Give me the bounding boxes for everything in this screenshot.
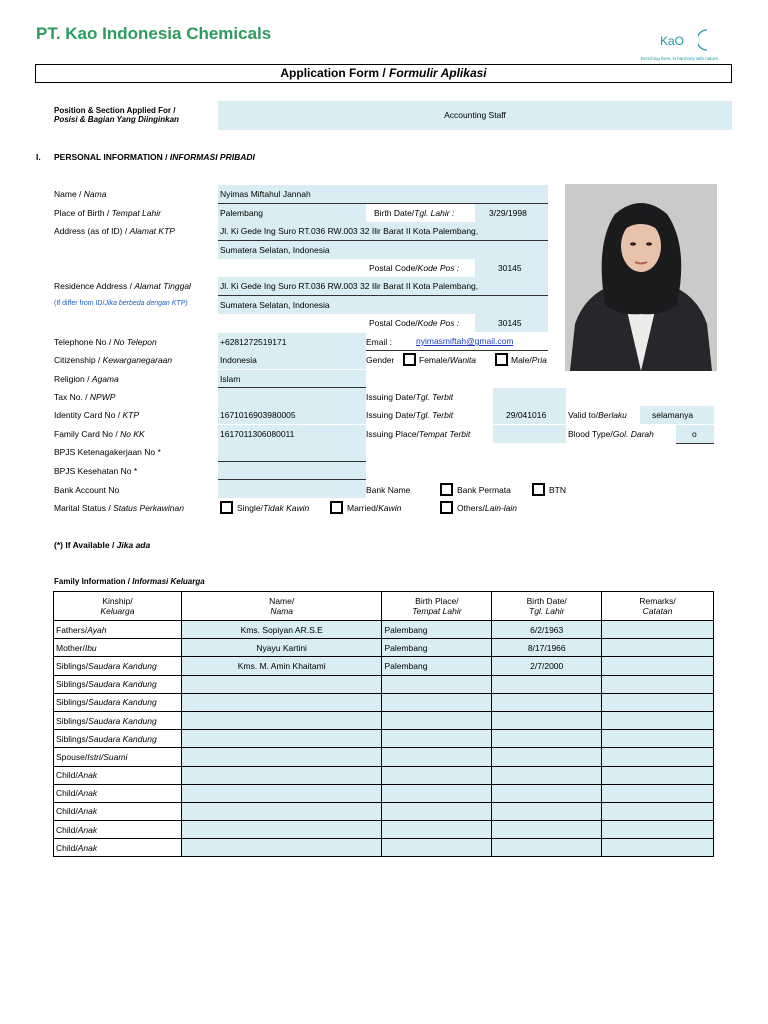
name-cell[interactable] xyxy=(181,711,382,729)
kinship-cell: Fathers/Ayah xyxy=(54,621,182,639)
birth-place-cell[interactable] xyxy=(382,766,492,784)
birth-place-cell[interactable] xyxy=(382,693,492,711)
remarks-cell[interactable] xyxy=(602,802,714,820)
postal-label: Postal Code/Kode Pos : xyxy=(369,263,460,273)
name-cell[interactable]: Nyayu Kartini xyxy=(181,639,382,657)
col-header-birth-place: Birth Place/ Tempat Lahir xyxy=(382,592,492,621)
residence-line1: Jl. Ki Gede Ing Suro RT.036 RW.003 32 Ilir Barat II Kota Palembang, xyxy=(220,281,479,291)
kinship-cell: Siblings/Saudara Kandung xyxy=(54,693,182,711)
birth-place-cell[interactable] xyxy=(382,839,492,857)
gender-label: Gender xyxy=(366,355,395,365)
table-row xyxy=(54,675,714,693)
remarks-cell[interactable] xyxy=(602,693,714,711)
remarks-cell[interactable] xyxy=(602,784,714,802)
birth-date-label: Birth Date/Tgl. Lahir : xyxy=(374,208,455,218)
divider xyxy=(218,203,548,204)
section-number: I. xyxy=(36,152,41,162)
table-row xyxy=(54,639,714,657)
bpjs-kes-field[interactable] xyxy=(218,462,366,480)
birth-date-cell[interactable] xyxy=(492,802,602,820)
male-label: Male/Pria xyxy=(511,355,547,365)
logo-tagline: Enriching lives, in harmony with nature. xyxy=(641,56,720,61)
address-line1: Jl. Ki Gede Ing Suro RT.036 RW.003 32 Ilir Barat II Kota Palembang, xyxy=(220,226,479,236)
birth-place-cell[interactable] xyxy=(382,784,492,802)
name-cell[interactable] xyxy=(181,821,382,839)
remarks-cell[interactable] xyxy=(602,621,714,639)
birth-date-cell[interactable] xyxy=(492,766,602,784)
single-label: Single/Tidak Kawin xyxy=(237,503,310,513)
position-value: Accounting Staff xyxy=(444,110,506,120)
female-label: Female/Wanita xyxy=(419,355,477,365)
male-checkbox[interactable] xyxy=(495,353,508,366)
residence-label: Residence Address / Alamat Tinggal xyxy=(54,281,191,291)
table-row xyxy=(54,821,714,839)
tax-field[interactable] xyxy=(218,388,366,406)
email-label: Email : xyxy=(366,337,392,347)
btn-label: BTN xyxy=(549,485,566,495)
birth-place-cell[interactable]: Palembang xyxy=(382,621,492,639)
residence-postal-label: Postal Code/Kode Pos : xyxy=(369,318,460,328)
pob-label: Place of Birth / Tempat Lahir xyxy=(54,208,161,218)
residence-line2: Sumatera Selatan, Indonesia xyxy=(220,300,330,310)
table-row xyxy=(54,711,714,729)
kk-value: 1617011306080011 xyxy=(220,429,295,439)
remarks-cell[interactable] xyxy=(602,730,714,748)
bpjs-kes-label: BPJS Kesehatan No * xyxy=(54,466,138,476)
divider xyxy=(218,240,548,241)
bank-permata-checkbox[interactable] xyxy=(440,483,453,496)
table-row xyxy=(54,730,714,748)
birth-date-value: 3/29/1998 xyxy=(489,208,527,218)
birth-place-cell[interactable] xyxy=(382,675,492,693)
kinship-cell: Siblings/Saudara Kandung xyxy=(54,657,182,675)
pob-value: Palembang xyxy=(220,208,264,218)
name-value: Nyimas Miftahul Jannah xyxy=(220,189,311,199)
others-checkbox[interactable] xyxy=(440,501,453,514)
section-title: PERSONAL INFORMATION / INFORMASI PRIBADI xyxy=(54,152,255,162)
applicant-photo xyxy=(565,184,717,371)
company-name: PT. Kao Indonesia Chemicals xyxy=(36,24,272,43)
single-checkbox[interactable] xyxy=(220,501,233,514)
email-link[interactable]: nyimasmiftah@gmail.com xyxy=(416,336,514,346)
form-title: Application Form / Formulir Aplikasi xyxy=(35,64,732,83)
female-checkbox[interactable] xyxy=(403,353,416,366)
birth-place-cell[interactable] xyxy=(382,711,492,729)
name-cell[interactable] xyxy=(181,766,382,784)
name-cell[interactable] xyxy=(181,730,382,748)
col-header-name: Name/ Nama xyxy=(181,592,382,621)
kinship-cell: Mother/Ibu xyxy=(54,639,182,657)
family-title: Family Information / Informasi Keluarga xyxy=(54,577,205,586)
address-line2: Sumatera Selatan, Indonesia xyxy=(220,245,330,255)
family-table xyxy=(53,591,714,857)
remarks-cell[interactable] xyxy=(602,748,714,766)
kao-logo xyxy=(640,26,732,64)
col-header-kinship: Kinship/ Keluarga xyxy=(54,592,182,621)
bank-account-field[interactable] xyxy=(218,480,366,498)
name-cell[interactable]: Kms. M. Amin Khaitami xyxy=(181,657,382,675)
bpjs-tk-label: BPJS Ketenagakerjaan No * xyxy=(54,447,161,457)
phone-label: Telephone No / No Telepon xyxy=(54,337,157,347)
others-label: Others/Lain-lain xyxy=(457,503,518,513)
divider xyxy=(218,479,366,480)
remarks-cell[interactable] xyxy=(602,711,714,729)
kinship-cell: Siblings/Saudara Kandung xyxy=(54,675,182,693)
religion-label: Religion / Agama xyxy=(54,374,119,384)
citizenship-value: Indonesia xyxy=(220,355,257,365)
remarks-cell[interactable] xyxy=(602,657,714,675)
birth-date-cell[interactable] xyxy=(492,839,602,857)
btn-checkbox[interactable] xyxy=(532,483,545,496)
table-row xyxy=(54,839,714,857)
tax-issuing-date-field[interactable] xyxy=(493,388,566,406)
remarks-cell[interactable] xyxy=(602,639,714,657)
bank-name-label: Bank Name xyxy=(366,485,411,495)
availability-note: (*) If Available / Jika ada xyxy=(54,540,151,550)
ktp-issuing-date-label: Issuing Date/Tgl. Terbit xyxy=(366,410,454,420)
birth-place-cell[interactable] xyxy=(382,802,492,820)
divider xyxy=(366,350,548,351)
divider xyxy=(218,461,366,462)
birth-date-cell[interactable]: 6/2/1963 xyxy=(492,621,602,639)
birth-date-cell[interactable] xyxy=(492,693,602,711)
birth-place-cell[interactable] xyxy=(382,730,492,748)
kinship-cell: Spouse/Istri/Suami xyxy=(54,748,182,766)
kinship-cell: Child/Anak xyxy=(54,784,182,802)
remarks-cell[interactable] xyxy=(602,766,714,784)
kinship-cell: Child/Anak xyxy=(54,802,182,820)
col-header-remarks: Remarks/ Catatan xyxy=(602,592,714,621)
remarks-cell[interactable] xyxy=(602,821,714,839)
remarks-cell[interactable] xyxy=(602,839,714,857)
kinship-cell: Siblings/Saudara Kandung xyxy=(54,711,182,729)
bank-account-label: Bank Account No xyxy=(54,485,120,495)
divider xyxy=(218,295,548,296)
married-checkbox[interactable] xyxy=(330,501,343,514)
birth-date-cell[interactable] xyxy=(492,748,602,766)
table-row xyxy=(54,621,714,639)
table-row xyxy=(54,802,714,820)
kinship-cell: Child/Anak xyxy=(54,839,182,857)
birth-date-cell[interactable] xyxy=(492,784,602,802)
birth-place-cell[interactable] xyxy=(382,748,492,766)
name-cell[interactable]: Kms. Sopiyan AR.S.E xyxy=(181,621,382,639)
birth-date-cell[interactable]: 8/17/1966 xyxy=(492,639,602,657)
applicant-portrait xyxy=(565,184,717,371)
birth-date-cell[interactable] xyxy=(492,821,602,839)
name-cell[interactable] xyxy=(181,784,382,802)
birth-date-cell[interactable] xyxy=(492,675,602,693)
ktp-label: Identity Card No / KTP xyxy=(54,410,140,420)
birth-place-cell[interactable]: Palembang xyxy=(382,639,492,657)
valid-to-label: Valid to/Berlaku xyxy=(568,410,627,420)
name-cell[interactable] xyxy=(181,839,382,857)
birth-date-cell[interactable]: 2/7/2000 xyxy=(492,657,602,675)
kk-label: Family Card No / No KK xyxy=(54,429,145,439)
blood-label: Blood Type/Gol. Darah xyxy=(568,429,654,439)
residence-postal-value: 30145 xyxy=(498,318,522,328)
phone-value: +6281272519171 xyxy=(220,337,287,347)
kk-issuing-place-field[interactable] xyxy=(493,425,566,443)
ktp-value: 1671016903980005 xyxy=(220,410,296,420)
col-header-birth-date: Birth Date/ Tgl. Lahir xyxy=(492,592,602,621)
name-cell[interactable] xyxy=(181,693,382,711)
birth-place-cell[interactable] xyxy=(382,821,492,839)
table-row xyxy=(54,657,714,675)
kinship-cell: Child/Anak xyxy=(54,766,182,784)
name-label: Name / Nama xyxy=(54,189,107,199)
issuing-place-label: Issuing Place/Tempat Terbit xyxy=(366,429,471,439)
birth-place-cell[interactable]: Palembang xyxy=(382,657,492,675)
address-label: Address (as of ID) / Alamat KTP xyxy=(54,226,175,236)
tax-label: Tax No. / NPWP xyxy=(54,392,116,402)
divider xyxy=(676,443,714,444)
divider xyxy=(218,387,366,388)
kinship-cell: Siblings/Saudara Kandung xyxy=(54,730,182,748)
citizenship-label: Citizenship / Kewarganegaraan xyxy=(54,355,173,365)
table-row xyxy=(54,748,714,766)
blood-value: o xyxy=(692,429,697,439)
bpjs-tk-field[interactable] xyxy=(218,443,366,461)
postal-value: 30145 xyxy=(498,263,522,273)
residence-note: (If differ from ID/Jika berbeda dengan KTP) xyxy=(54,300,188,307)
name-cell[interactable] xyxy=(181,748,382,766)
name-cell[interactable] xyxy=(181,802,382,820)
name-cell[interactable] xyxy=(181,675,382,693)
table-row xyxy=(54,784,714,802)
ktp-issuing-date-value: 29/041016 xyxy=(506,410,547,420)
tax-issuing-date-label: Issuing Date/Tgl. Terbit xyxy=(366,392,454,402)
birth-date-cell[interactable] xyxy=(492,730,602,748)
logo-text: KaO xyxy=(660,34,685,48)
birth-date-cell[interactable] xyxy=(492,711,602,729)
kinship-cell: Child/Anak xyxy=(54,821,182,839)
moon-icon xyxy=(698,28,716,52)
marital-label: Marital Status / Status Perkawinan xyxy=(54,503,184,513)
married-label: Married/Kawin xyxy=(347,503,402,513)
table-row xyxy=(54,766,714,784)
bank-permata-label: Bank Permata xyxy=(457,485,511,495)
religion-value: Islam xyxy=(220,374,241,384)
position-label: Position & Section Applied For / Posisi & Bagian Yang Diinginkan xyxy=(54,106,179,124)
table-row xyxy=(54,693,714,711)
valid-to-value: selamanya xyxy=(652,410,694,420)
family-header-row xyxy=(54,592,714,621)
remarks-cell[interactable] xyxy=(602,675,714,693)
